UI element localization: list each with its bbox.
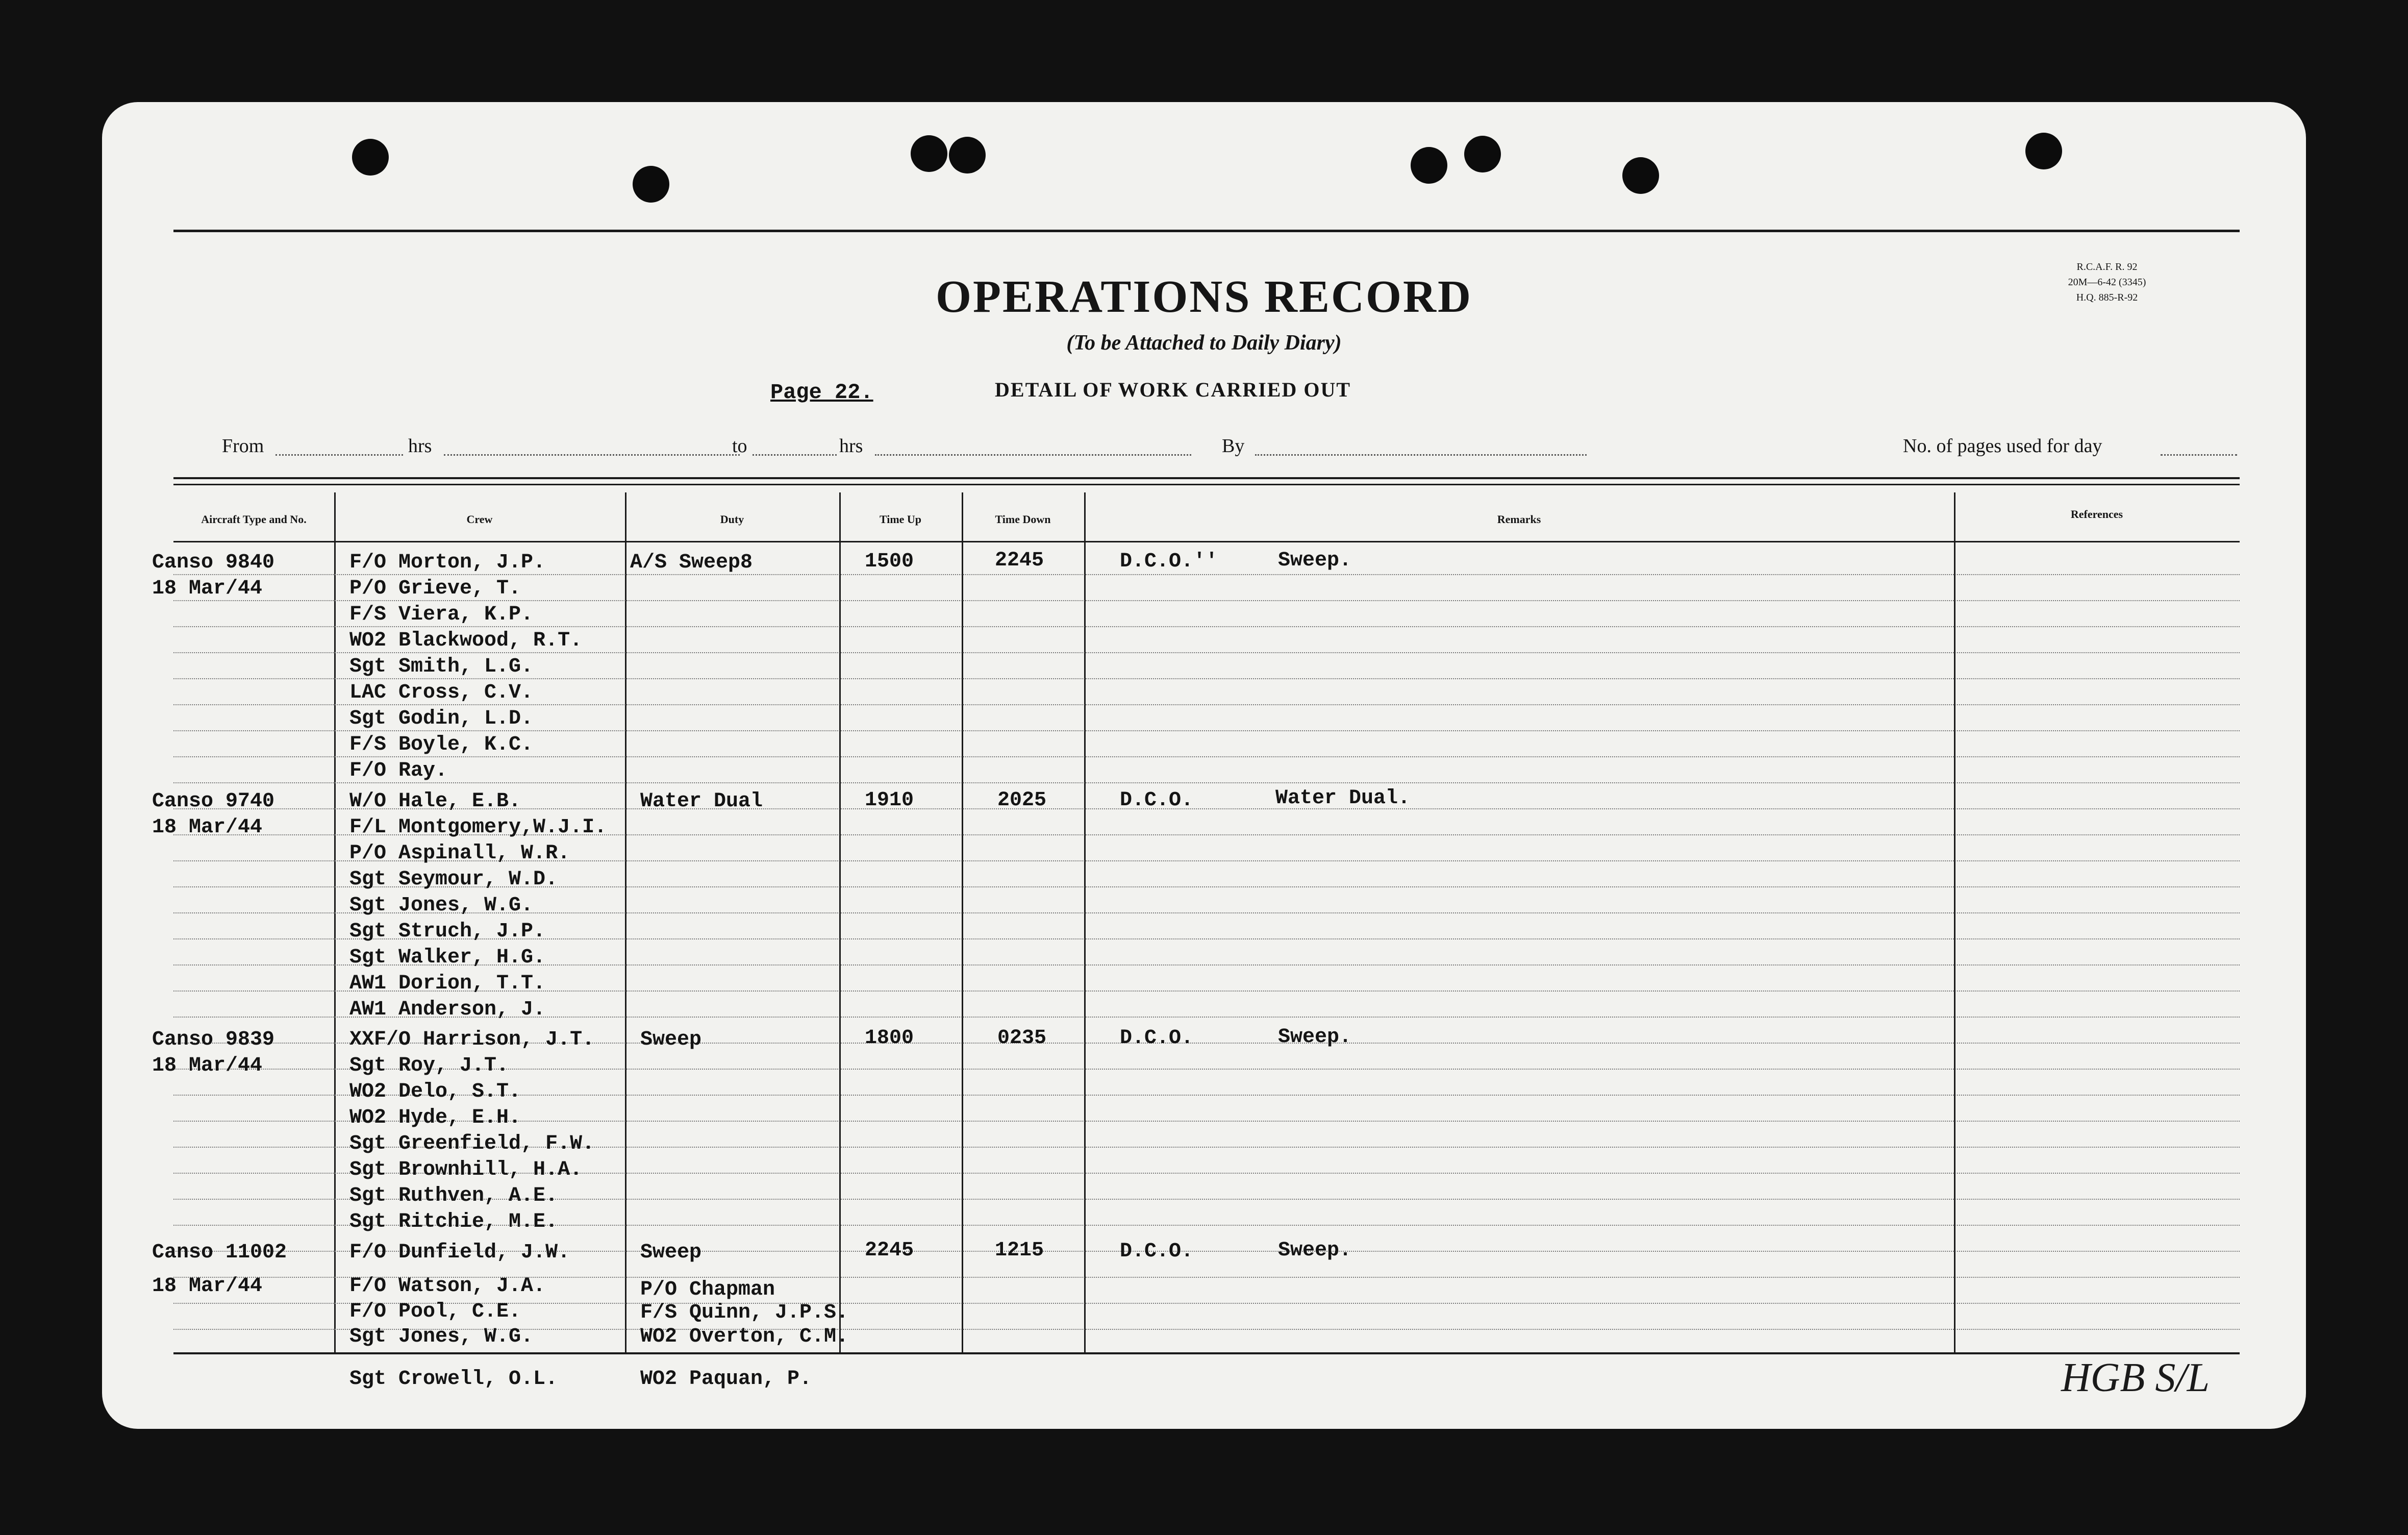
remarks-text: Water Dual.: [1275, 787, 1411, 810]
from-label: From: [222, 435, 264, 457]
detail-heading: DETAIL OF WORK CARRIED OUT: [995, 378, 1351, 401]
time-down-cell: 2025: [997, 789, 1047, 812]
aircraft-cell: Canso 9740: [152, 790, 275, 813]
crew-member: Sgt Walker, H.G.: [349, 946, 546, 969]
time-up-cell: 1910: [865, 789, 914, 812]
ruled-row-line: [173, 652, 2240, 653]
duty-crew-member: F/S Quinn, J.P.S.: [640, 1301, 849, 1324]
col-header-remarks: Remarks: [1497, 513, 1541, 526]
header-bottom-rule: [173, 541, 2240, 542]
duty-cell: Sweep: [640, 1028, 702, 1051]
time-up-cell: 1800: [865, 1027, 914, 1050]
col-divider: [962, 492, 963, 1352]
handwritten-signature: HGB S/L: [2061, 1355, 2210, 1400]
time-down-cell: 2245: [995, 549, 1044, 572]
remarks-code: D.C.O.: [1120, 1027, 1194, 1050]
crew-member: WO2 Blackwood, R.T.: [349, 629, 583, 652]
ruled-row-line: [173, 756, 2240, 757]
punch-hole: [949, 137, 986, 174]
date-cell: 18 Mar/44: [152, 816, 263, 839]
punch-hole: [2025, 133, 2062, 169]
crew-member: F/S Boyle, K.C.: [349, 733, 534, 756]
crew-member: F/O Morton, J.P.: [349, 551, 546, 574]
remarks-code: D.C.O.: [1120, 789, 1194, 812]
crew-member: LAC Cross, C.V.: [349, 681, 534, 704]
duty-cell: Water Dual: [640, 790, 763, 813]
crew-member: F/S Viera, K.P.: [349, 603, 534, 626]
col-header-crew: Crew: [466, 513, 493, 526]
crew-member: F/L Montgomery,W.J.I.: [349, 816, 607, 839]
pages-used-label: No. of pages used for day: [1903, 435, 2102, 457]
crew-member: WO2 Delo, S.T.: [349, 1080, 521, 1103]
to-date-field: [875, 454, 1191, 456]
form-code-line: R.C.A.F. R. 92: [2076, 261, 2138, 273]
punch-hole: [911, 135, 947, 172]
duty-cell: Sweep: [640, 1241, 702, 1264]
col-divider: [1084, 492, 1086, 1352]
to-label: to: [732, 435, 747, 457]
crew-member: Sgt Ruthven, A.E.: [349, 1184, 558, 1207]
ruled-row-line: [173, 730, 2240, 731]
duty-crew-member: WO2 Paquan, P.: [640, 1368, 812, 1391]
col-divider: [334, 492, 336, 1352]
page-subtitle: (To be Attached to Daily Diary): [1066, 331, 1342, 355]
crew-member: F/O Watson, J.A.: [349, 1275, 546, 1298]
date-cell: 18 Mar/44: [152, 577, 263, 600]
col-header-duty: Duty: [720, 513, 744, 526]
top-rule: [173, 230, 2240, 232]
crew-member: F/O Pool, C.E.: [349, 1300, 521, 1323]
crew-member: Sgt Godin, L.D.: [349, 707, 534, 730]
by-label: By: [1222, 435, 1245, 457]
col-divider: [625, 492, 626, 1352]
crew-member: Sgt Jones, W.G.: [349, 1325, 534, 1348]
form-code-line: H.Q. 885-R-92: [2076, 292, 2138, 303]
table-bottom-rule: [173, 1352, 2240, 1354]
crew-member: Sgt Struch, J.P.: [349, 920, 546, 943]
aircraft-cell: Canso 11002: [152, 1241, 287, 1264]
to-field: [752, 454, 837, 456]
crew-member: W/O Hale, E.B.: [349, 790, 521, 813]
by-field: [1255, 454, 1587, 456]
aircraft-cell: Canso 9839: [152, 1028, 275, 1051]
ruled-row-line: [173, 600, 2240, 601]
remarks-text: Sweep.: [1278, 1239, 1352, 1262]
crew-member: Sgt Smith, L.G.: [349, 655, 534, 678]
hrs-label: hrs: [408, 435, 432, 457]
crew-member: F/O Dunfield, J.W.: [349, 1241, 570, 1264]
time-down-cell: 1215: [995, 1239, 1044, 1262]
punch-hole: [1464, 136, 1501, 172]
col-header-time-down: Time Down: [995, 513, 1051, 526]
crew-member: Sgt Brownhill, H.A.: [349, 1158, 583, 1181]
crew-member: Sgt Jones, W.G.: [349, 894, 534, 917]
ruled-row-line: [173, 678, 2240, 679]
punch-hole: [1622, 157, 1659, 194]
col-header-time-up: Time Up: [879, 513, 922, 526]
duty-crew-member: WO2 Overton, C.M.: [640, 1325, 849, 1348]
col-header-aircraft: Aircraft Type and No.: [201, 513, 307, 526]
duty-crew-member: P/O Chapman: [640, 1278, 775, 1301]
table-top-rule: [173, 477, 2240, 479]
crew-member: Sgt Greenfield, F.W.: [349, 1132, 595, 1155]
page-title: OPERATIONS RECORD: [936, 271, 1472, 322]
duty-cell: A/S Sweep8: [630, 551, 753, 574]
ruled-row-line: [173, 626, 2240, 627]
operations-record-card: [102, 102, 2306, 1429]
ruled-row-line: [173, 782, 2240, 783]
crew-member: Sgt Ritchie, M.E.: [349, 1210, 558, 1233]
crew-member: Sgt Seymour, W.D.: [349, 868, 558, 891]
crew-member: Sgt Crowell, O.L.: [349, 1368, 558, 1391]
crew-member: P/O Grieve, T.: [349, 577, 521, 600]
punch-hole: [1411, 147, 1447, 184]
date-field: [444, 454, 740, 456]
crew-member: AW1 Dorion, T.T.: [349, 972, 546, 995]
hrs-label-2: hrs: [839, 435, 863, 457]
crew-member: WO2 Hyde, E.H.: [349, 1106, 521, 1129]
col-header-references: References: [2070, 508, 2123, 521]
remarks-text: Sweep.: [1278, 549, 1352, 572]
crew-member: AW1 Anderson, J.: [349, 998, 546, 1021]
col-divider: [839, 492, 841, 1352]
ruled-row-line: [173, 574, 2240, 575]
punch-hole: [352, 139, 389, 176]
remarks-text: Sweep.: [1278, 1026, 1352, 1049]
remarks-code: D.C.O.'': [1120, 550, 1218, 573]
time-up-cell: 1500: [865, 550, 914, 573]
crew-member: P/O Aspinall, W.R.: [349, 842, 570, 865]
aircraft-cell: Canso 9840: [152, 551, 275, 574]
time-up-cell: 2245: [865, 1239, 914, 1262]
crew-member: Sgt Roy, J.T.: [349, 1054, 509, 1077]
crew-member: XXF/O Harrison, J.T.: [349, 1028, 595, 1051]
crew-member: F/O Ray.: [349, 759, 448, 782]
punch-hole: [633, 166, 669, 203]
form-code-line: 20M—6-42 (3345): [2068, 277, 2146, 288]
ruled-row-line: [173, 704, 2240, 705]
col-divider: [1954, 492, 1955, 1352]
pages-used-field: [2161, 454, 2237, 456]
page-number: Page 22.: [770, 380, 873, 405]
time-down-cell: 0235: [997, 1027, 1047, 1050]
remarks-code: D.C.O.: [1120, 1240, 1194, 1263]
from-field: [275, 454, 403, 456]
date-cell: 18 Mar/44: [152, 1275, 263, 1298]
table-top-rule-2: [173, 484, 2240, 485]
date-cell: 18 Mar/44: [152, 1054, 263, 1077]
